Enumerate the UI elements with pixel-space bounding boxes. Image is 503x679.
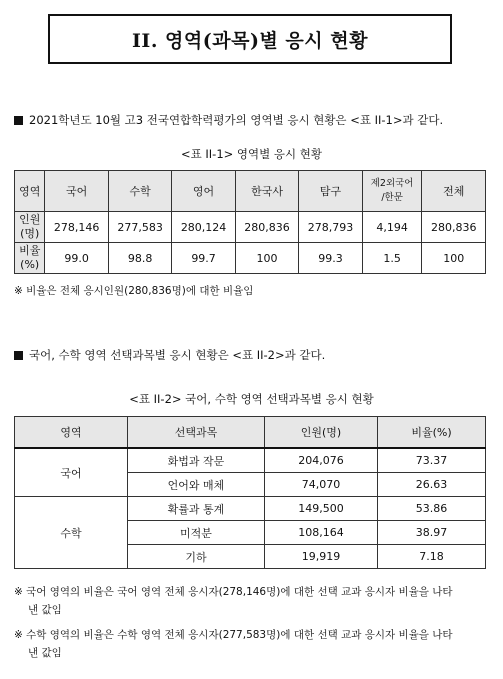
table2-note-line: ※ 국어 영역의 비율은 국어 영역 전체 응시자(278,146명)에 대한 선택 교과 응시자 비율을 나타 bbox=[14, 586, 453, 598]
table2-subject-cell: 기하 bbox=[128, 545, 265, 569]
section1-paragraph bbox=[14, 112, 443, 128]
table1-header-cell: 국어 bbox=[45, 171, 108, 212]
table1-cell: 98.8 bbox=[108, 243, 171, 274]
table1-note: ※ 비율은 전체 응시인원(280,836명)에 대한 비율임 bbox=[14, 285, 254, 297]
table1-cell: 100 bbox=[235, 243, 298, 274]
table2-subject-cell: 미적분 bbox=[128, 521, 265, 545]
table1-row-label: 인원 (명) bbox=[15, 212, 45, 243]
table2-count-cell: 108,164 bbox=[265, 521, 378, 545]
table2-header-row bbox=[15, 417, 486, 449]
table1-cell: 99.0 bbox=[45, 243, 108, 274]
table2-subject-cell: 확률과 통계 bbox=[128, 497, 265, 521]
table1-header-cell: 한국사 bbox=[235, 171, 298, 212]
table2-ratio-cell: 7.18 bbox=[378, 545, 486, 569]
section-title-box bbox=[48, 14, 452, 64]
table1-cell: 280,124 bbox=[172, 212, 235, 243]
table2-ratio-cell: 38.97 bbox=[378, 521, 486, 545]
table1-cell: 99.7 bbox=[172, 243, 235, 274]
table2-note-line: 낸 값임 bbox=[28, 647, 62, 659]
square-bullet-icon bbox=[14, 116, 23, 125]
table2-row bbox=[15, 497, 486, 521]
table1-header-cell: 제2외국어 /한문 bbox=[362, 171, 422, 212]
section-title: II. 영역(과목)별 응시 현황 bbox=[132, 29, 368, 52]
table2-area-cell: 국어 bbox=[15, 448, 128, 497]
table1-header-row bbox=[15, 171, 486, 212]
table2-note-line: 낸 값임 bbox=[28, 604, 62, 616]
section2-text: 국어, 수학 영역 선택과목별 응시 현황은 <표 II-2>과 같다. bbox=[29, 348, 326, 362]
table2-header-cell: 선택과목 bbox=[128, 417, 265, 449]
table1-caption: <표 II-1> 영역별 응시 현황 bbox=[180, 147, 322, 161]
table2-subject-cell: 언어와 매체 bbox=[128, 473, 265, 497]
table1-header-cell: 영어 bbox=[172, 171, 235, 212]
table2-count-cell: 149,500 bbox=[265, 497, 378, 521]
table1-cell: 4,194 bbox=[362, 212, 422, 243]
table1-header-cell: 탐구 bbox=[299, 171, 362, 212]
table1-cell: 280,836 bbox=[235, 212, 298, 243]
table1-row-label: 비율 (%) bbox=[15, 243, 45, 274]
table2-caption: <표 II-2> 국어, 수학 영역 선택과목별 응시 현황 bbox=[129, 392, 374, 406]
table1-header-cell: 전체 bbox=[422, 171, 486, 212]
table1-row bbox=[15, 212, 486, 243]
table-area-status bbox=[14, 170, 486, 274]
table2-subject-cell: 화법과 작문 bbox=[128, 448, 265, 473]
table1-cell: 280,836 bbox=[422, 212, 486, 243]
table1-cell: 99.3 bbox=[299, 243, 362, 274]
table1-cell: 1.5 bbox=[362, 243, 422, 274]
table2-ratio-cell: 26.63 bbox=[378, 473, 486, 497]
table2-header-cell: 영역 bbox=[15, 417, 128, 449]
square-bullet-icon bbox=[14, 351, 23, 360]
table2-count-cell: 19,919 bbox=[265, 545, 378, 569]
table2-header-cell: 비율(%) bbox=[378, 417, 486, 449]
table2-count-cell: 74,070 bbox=[265, 473, 378, 497]
table2-area-cell: 수학 bbox=[15, 497, 128, 569]
table1-row bbox=[15, 243, 486, 274]
table1-cell: 278,146 bbox=[45, 212, 108, 243]
section2-paragraph bbox=[14, 347, 325, 363]
table-elective-status bbox=[14, 416, 486, 569]
table1-cell: 278,793 bbox=[299, 212, 362, 243]
section1-text: 2021학년도 10월 고3 전국연합학력평가의 영역별 응시 현황은 <표 II-1>과 같다. bbox=[29, 113, 444, 127]
table1-header-cell: 영역 bbox=[15, 171, 45, 212]
table2-ratio-cell: 73.37 bbox=[378, 448, 486, 473]
table1-cell: 277,583 bbox=[108, 212, 171, 243]
table2-row bbox=[15, 448, 486, 473]
table2-ratio-cell: 53.86 bbox=[378, 497, 486, 521]
table2-note-line: ※ 수학 영역의 비율은 수학 영역 전체 응시자(277,583명)에 대한 선택 교과 응시자 비율을 나타 bbox=[14, 629, 453, 641]
table1-header-cell: 수학 bbox=[108, 171, 171, 212]
table1-cell: 100 bbox=[422, 243, 486, 274]
table2-header-cell: 인원(명) bbox=[265, 417, 378, 449]
table2-count-cell: 204,076 bbox=[265, 448, 378, 473]
